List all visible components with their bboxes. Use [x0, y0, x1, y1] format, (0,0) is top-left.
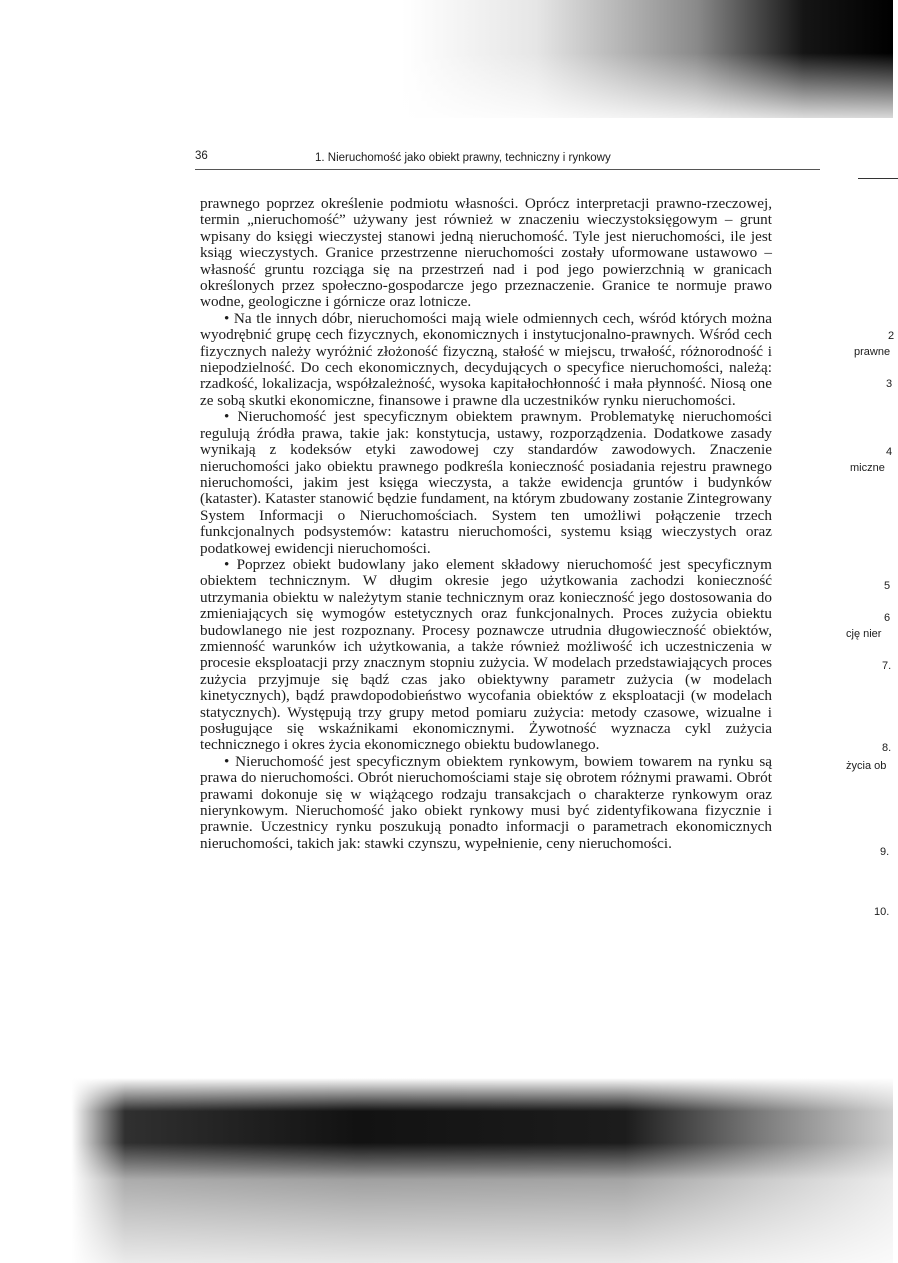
- bullet-paragraph: [200, 409, 772, 557]
- bullet-paragraph: [200, 557, 772, 754]
- facing-page-fragment: 6: [884, 612, 891, 624]
- facing-page-rule: [858, 178, 898, 179]
- body-text: [200, 196, 772, 852]
- facing-page-strip: [840, 170, 895, 918]
- paragraph-text: Nieruchomość jest specyficznym obiektem prawnym. Problematykę nieruchomości regulują źródła prawa, takie jak: konstytucja, ustawy, rozporządzenia. Dodatkowe zasady wynikają z kodeksów etyki zawodowej czy standardów zawodowych. Znaczenie nieruchomości jako obiektu prawnego podkreśla konieczność posiadania rejestru prawnego nieruchomości, jakim jest księga wieczysta, a także ewidencja gruntów i budynków (kataster). Kataster stanowić będzie fundament, na którym zbudowany zostanie Zintegrowany System Informacji o Nieruchomościach. System ten umożliwi połączenie trzech funkcjonalnych podsystemów: katastru nieruchomości, systemu ksiąg wieczystych oraz podatkowej ewidencji nieruchomości.: [200, 408, 773, 557]
- paragraph-text: prawnego poprzez określenie podmiotu własności. Oprócz interpretacji prawno-rzeczowej, termin „nieruchomość” używany jest również w znaczeniu wieczystoksięgowym – grunt wpisany do księgi wieczystej stanowi jedną nieruchomość. Tyle jest nieruchomości, ile jest ksiąg wieczystych. Granice przestrzenne nieruchomości zostały uformowane ustawowo – własność gruntu rozciąga się na przestrzeń nad i pod jego powierzchnią w granicach określonych przez społeczno-gospodarcze jego przeznaczenie. Granice te normuje prawo wodne, geologiczne i górnicze oraz lotnicze.: [200, 195, 772, 311]
- facing-page-fragment: 9.: [880, 846, 890, 858]
- scan-shadow-bottom: [0, 1078, 893, 1263]
- facing-page-fragment: 10.: [874, 906, 890, 918]
- paragraph: [200, 196, 772, 311]
- facing-page-fragment: 2: [888, 330, 895, 342]
- paragraph-text: Na tle innych dóbr, nieruchomości mają wiele odmiennych cech, wśród których można wyodrębnić grupę cech fizycznych, ekonomicznych i instytucjonalno-prawnych. Wśród cech fizycznych należy wyróżnić złożoność fizyczną, stałość w miejscu, trwałość, różnorodność i niepodzielność. Do cech ekonomicznych, decydujących o specyfice nieruchomości, należą: rzadkość, lokalizacja, współzależność, wysoka kapitałochłonność i mała płynność. Niosą one ze sobą skutki ekonomiczne, finansowe i prawne dla uczestników rynku nieruchomości.: [200, 309, 772, 409]
- facing-page-fragment: prawne: [854, 346, 891, 358]
- header-rule: [195, 169, 820, 170]
- bullet-mark: •: [224, 752, 230, 770]
- bullet-mark: •: [224, 408, 230, 426]
- chapter-title: 1. Nieruchomość jako obiekt prawny, techniczny i rynkowy: [315, 152, 611, 164]
- paragraph-text: Nieruchomość jest specyficznym obiektem rynkowym, bowiem towarem na rynku są prawa do nieruchomości. Obrót nieruchomościami staje się obrotem różnymi prawami. Obrót prawami dokonuje się w wiążącego rodzaju transakcjach o charakterze rynkowym oraz nierynkowym. Nieruchomość jako obiekt rynkowy musi być zidentyfikowana fizycznie i prawnie. Uczestnicy rynku poszukują ponadto informacji o parametrach ekonomicznych nieruchomości, takich jak: stawki czynszu, wypełnienie, ceny nieruchomości.: [200, 752, 772, 852]
- bullet-paragraph: [200, 311, 772, 409]
- facing-page-fragment: życia ob: [846, 760, 887, 772]
- facing-page-fragment: 5: [884, 580, 891, 592]
- bullet-mark: •: [224, 309, 230, 327]
- page-number: 36: [195, 150, 208, 162]
- facing-page-fragment: miczne: [850, 462, 885, 474]
- paragraph-text: Poprzez obiekt budowlany jako element składowy nieruchomość jest specyficznym obiektem technicznym. W długim okresie jego użytkowania zachodzi konieczność utrzymania obiektu w należytym stanie technicznym oraz konieczność jego dostosowania do zmieniających się wymogów estetycznych oraz funkcjonalnych. Proces zużycia obiektu budowlanego nie jest rozpoznany. Procesy poznawcze utrudnia długowieczność obiektów, zmienność warunków ich użytkowania, a także również możliwość ich uczestniczenia w procesie eksploatacji przy znacznym stopniu zużycia. W modelach przedstawiających proces zużycia przyjmuje się bądź czas jako obiektywny parametr zużycia (w modelach kinetycznych), bądź prawdopodobieństwo wycofania obiektów z eksploatacji (w modelach statycznych). Występują trzy grupy metod pomiaru zużycia: metody czasowe, wizualne i posługujące się wskaźnikami ekonomicznymi. Żywotność wyznacza cykl zużycia technicznego i okres życia ekonomicznego obiektu budowlanego.: [200, 555, 772, 754]
- bullet-mark: •: [224, 555, 230, 573]
- facing-page-fragment: cję nier: [846, 628, 882, 640]
- facing-page-fragment: 8.: [882, 742, 892, 754]
- facing-page-fragment: 7.: [882, 660, 892, 672]
- facing-page-fragment: 3: [886, 378, 893, 390]
- scan-shadow-top: [0, 0, 893, 118]
- running-head: [195, 148, 820, 170]
- bullet-paragraph: [200, 754, 772, 852]
- facing-page-fragment: 4: [886, 446, 893, 458]
